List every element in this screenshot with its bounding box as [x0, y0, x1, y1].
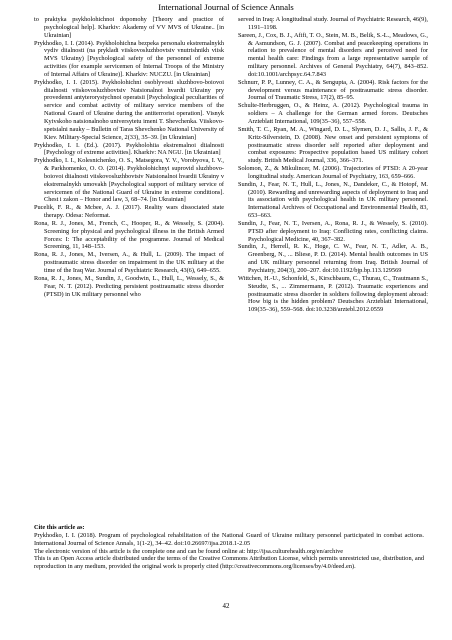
reference-entry: Sareen, J., Cox, B. J., Afifi, T. O., Stein, M. B., Belik, S.-L., Meadows, G., & Asmundson, G. J. (2007). Combat and peacekeeping operations in relation to prevalence of mental disorders and perceived need for mental health care: Findings from a large representative sample of military personnel. Archives of General Psychiatry, 64(7), 843–852. doi:10.1001/archpsyc.64.7.843 — [238, 31, 428, 78]
citation-text: Prykhodko, I. I. (2018). Program of psychological rehabilitation of the National Guard of Ukraine military personnel participated in combat actions. International Journal of Science Annals, 1(1-2), 34–42. doi:10.26697/ijsa.2018.1-2.05 — [34, 531, 424, 547]
reference-entry: Rona, R. J., Jones, M., French, C., Hooper, R., & Wessely, S. (2004). Screening for physical and psychological illness in the British Armed Forces: I: The acceptability of the programme. Journal of Medical Screening, 11, 148–153. — [34, 219, 224, 251]
reference-entry: Sundin, J., Fear, N. T., Iversen, A., Rona, R. J., & Wessely, S. (2010). PTSD after deployment to Iraq: Conflicting rates, conflicting claims. Psychological Medicine, 40, 367–382. — [238, 219, 428, 243]
citation-block — [34, 524, 424, 571]
reference-entry: Sundin, J., Fear, N. T., Hull, L., Jones, N., Dandeker, C., & Hotopf, M. (2010). Rewarding and unrewarding aspects of deployment to Iraq and its association with psychological health in UK military personnel. International Archives of Occupational and Environmental Health, 83, 653–663. — [238, 180, 428, 220]
license-note: This is an Open Access article distributed under the terms of the Creative Commons Attribution License, which permits unrestricted use, distribution, and reproduction in any medium, provided the original work is properly cited (http://creativecommons.org/licenses/by/4.0/deed.en). — [34, 555, 424, 571]
journal-header: International Journal of Science Annals — [158, 2, 294, 12]
reference-entry: Rona, R. J., Jones, M., Iversen, A., & Hull, L. (2009). The impact of posttraumatic stress disorder on impairment in the UK military at the time of the Iraq War. Journal of Psychiatric Research, 43(6), 649–655. — [34, 251, 224, 274]
reference-entry: Schulte-Herbruggen, O., & Heinz, A. (2012). Psychological trauma in soldiers – A challenge for the German armed forces. Deutsches Arzteblatt International, 109(35–36), 557–558. — [238, 102, 428, 125]
reference-entry: Prykhodko, I. I. (2014). Psykholohichna bezpeka personalu ekstremalnykh vydiv diialnosti (na prykladi viiskovosluzhbovtsiv vnutrishnikh viisk MVS Ukrainy) [Psychological safety of the personnel of extreme activities (for example servicemen of Internal Troops of the Ministry of Internal Affairs of Ukraine)]. Kharkiv: NUCZU. [in Ukrainian] — [34, 39, 224, 78]
reference-entry: Prykhodko, I. I. (Ed.). (2017). Psykholohiia ekstremalnoi diialnosti [Psychology of extreme activities]. Kharkiv: NA NGU. [in Ukrainian] — [34, 141, 224, 157]
electronic-version-note: The electronic version of this article is the complete one and can be found online at: http://ijsa.culturehealth.org/en/archive — [34, 547, 344, 555]
page-number: 42 — [222, 602, 230, 610]
reference-entry: to praktyka psykholohichnoi dopomohy [Theory and practice of psychological help]. Kharkiv: Akademy of VV MVS of Ukraine.. [in Ukrainian] — [34, 16, 224, 39]
reference-entry: Pucelik, F. R., & Mcbee, A. J. (2017). Reality wars dissociated state therapy. Odesa: Neformat. — [34, 204, 224, 220]
references-right-column — [238, 16, 428, 314]
reference-entry: Prykhodko, I. I. (2015). Psykholohichni osoblyvosti sluzhbovo-boiovoi diialnosti viiskovosluzhbovtsiv Natsionalnoi hvardii Ukrainy pry provedenni antyterorystychnoi operatsii [Psychological peculiarities of service and combat activity of military service members of the National Guard of Ukraine during the antiterrorist operation]. Visnyk Kyivskoho natsionalnoho universytetu imeni T. Shevchenka. Viiskovo-spetsialni nauky – Bulletin of Taras Shevchenko National University of Kiev. Military-Special Science, 2(33), 35–39. [in Ukrainian] — [34, 78, 224, 141]
reference-entry: Prykhodko, I. I., Kolesnichenko, O. S., Matsegora, Y. V., Vorobyova, I. V., & Parkhomenko, O. O. (2014). Psykholohichnyi suprovid sluzhbovo-boiovoi diialnosti viiskovosluzhbovtsiv Natsionalnoi hvardii Ukrainy v ekstremalnykh umovakh [Psychological support of military service of servicemen of the National Guard of Ukraine in extreme conditions]. Chest i zakon – Honor and law, 3, 68–74. [in Ukrainian] — [34, 157, 224, 204]
reference-entry: Schnurr, P. P., Lunney, C. A., & Sengupta, A. (2004). Risk factors for the development versus maintenance of posttraumatic stress disorder. Journal of Traumatic Stress, 17(2), 85–95. — [238, 78, 428, 102]
reference-entry: Rona, R. J., Jones, M., Sundin, J., Goodwin, L., Hull, L., Wessely, S., & Fear, N. T. (2012). Predicting persistent posttraumatic stress disorder (PTSD) in UK military personnel who — [34, 274, 224, 298]
reference-entry: Solomon, Z., & Mikulincer, M. (2006). Trajectories of PTSD: A 20-year longitudinal study. American Journal of Psychiatry, 163, 659–666. — [238, 165, 428, 180]
references-left-column — [34, 16, 224, 298]
reference-entry: Sundin, J., Herrell, R. K., Hoge, C. W., Fear, N. T., Adler, A. B., Greenberg, N., ... Bliese, P. D. (2014). Mental health outcomes in US and UK military personnel returning from Iraq. British Journal of Psychiatry, 204(3), 200–207. doi:10.1192/bjp.bp.113.129569 — [238, 243, 428, 274]
reference-entry: Wittchen, H.-U., Schonfeld, S., Kirschbaum, C., Thurau, C., Trautmann S., Steudte, S., ... Zimmermann, P. (2012). Traumatic experiences and posttraumatic stress disorder in soldiers following deployment abroad: How big is the hidden problem? Deutsches Arzteblatt International, 109(35–36), 559–568. doi:10.3238/arztebl.2012.0559 — [238, 274, 428, 314]
citation-heading: Cite this article as: — [34, 524, 85, 531]
reference-entry: served in Iraq: A longitudinal study. Journal of Psychiatric Research, 46(9), 1191–1198. — [238, 16, 428, 31]
reference-entry: Smith, T. C., Ryan, M. A., Wingard, D. L., Slymen, D. J., Sallis, J. F., & Kritz-Silverstein, D. (2008). New onset and persistent symptoms of posttraumatic stress disorder self reported after deployment and combat exposures: Prospective population based US military cohort study. British Medical Journal, 336, 366–371. — [238, 125, 428, 165]
